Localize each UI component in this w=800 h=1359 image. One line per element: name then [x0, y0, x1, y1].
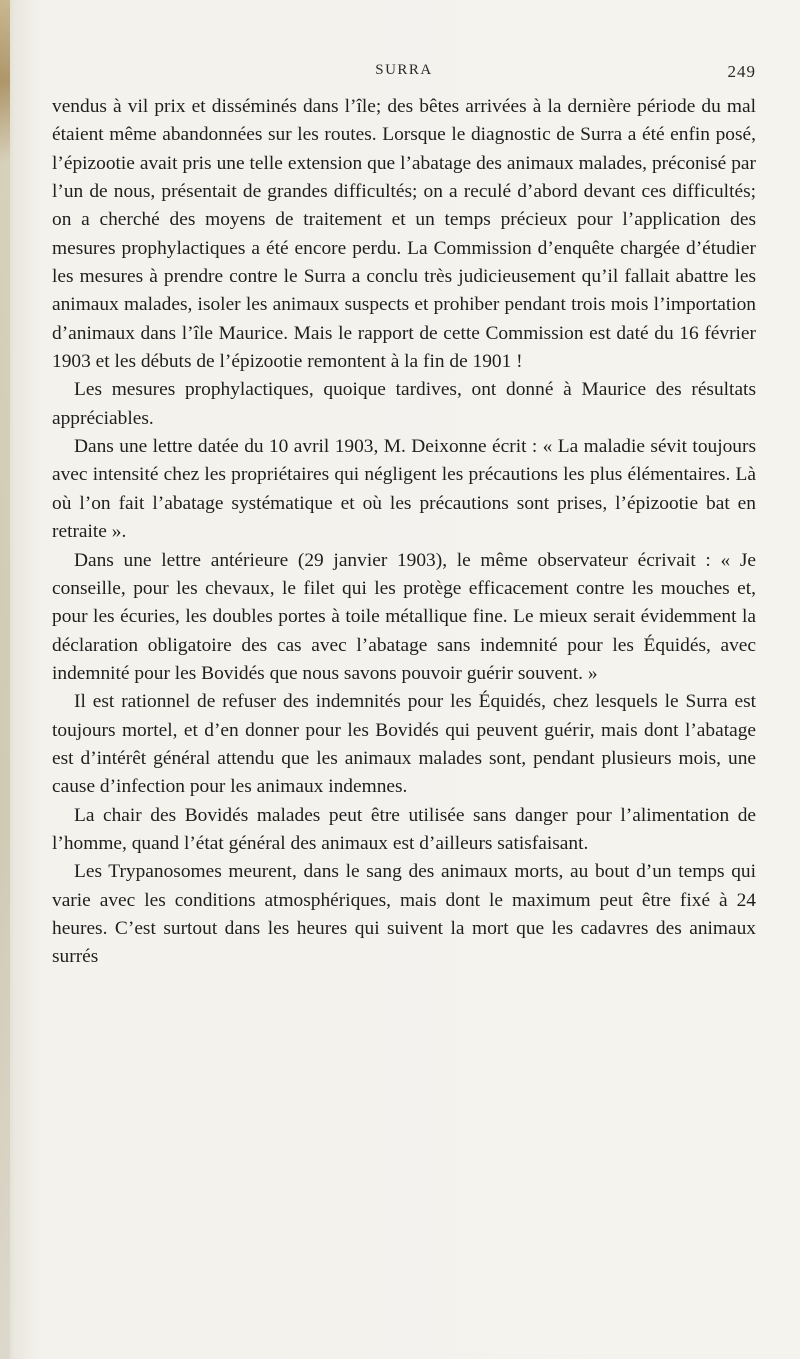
page-binding-edge [0, 0, 10, 1359]
paragraph-continuation: vendus à vil prix et disséminés dans l’île; des bêtes arrivées à la dernière période du mal étaient même abandonnées sur les routes. Lorsque le diagnostic de Surra a été enfin posé, l’épizootie avait pris une telle extension que l’abatage des animaux malades, préconisé par l’un de nous, présentait de grandes difficultés; on a reculé d’abord devant ces difficultés; on a cherché des moyens de traitement et un temps précieux pour l’application des mesures prophylactiques a été encore perdu. La Commission d’enquête chargée d’étudier les mesures à prendre contre le Surra a conclu très judicieusement qu’il fallait abattre les animaux malades, isoler les animaux suspects et prohiber pendant trois mois l’importation d’animaux dans l’île Maurice. Mais le rapport de cette Commission est daté du 16 février 1903 et les débuts de l’épizootie remontent à la fin de 1901 ! [52, 96, 756, 373]
paragraph-indemnities: Il est rationnel de refuser des indemnités pour les Équidés, chez lesquels le Surra est toujours mortel, et d’en donner pour les Bovidés qui peuvent guérir, mais dont l’abatage est d’intérêt général attendu que les animaux malades sont, pendant plusieurs mois, une cause d’infection pour les animaux indemnes. [52, 691, 756, 798]
running-title: SURRA [375, 62, 433, 78]
body-text [52, 93, 756, 972]
paragraph-earlier-letter: Dans une lettre antérieure (29 janvier 1903), le même observateur écrivait : « Je conseille, pour les chevaux, le filet qui les protège efficacement contre les mouches et, pour les écuries, les doubles portes à toile métallique fine. Le mieux serait évidemment la déclaration obligatoire des cas avec l’abatage sans indemnité pour les Équidés, avec indemnité pour les Bovidés que nous savons pouvoir guérir souvent. » [52, 549, 756, 684]
paragraph-trypanosomes: Les Trypanosomes meurent, dans le sang des animaux morts, au bout d’un temps qui varie avec les conditions atmosphériques, mais dont le maximum peut être fixé à 24 heures. C’est surtout dans les heures qui suivent la mort que les cadavres des animaux surrés [52, 861, 756, 968]
paragraph-prophylaxis-results: Les mesures prophylactiques, quoique tardives, ont donné à Maurice des résultats appréciables. [52, 379, 756, 429]
paragraph-bovid-meat: La chair des Bovidés malades peut être utilisée sans danger pour l’alimentation de l’homme, quand l’état général des animaux est d’ailleurs satisfaisant. [52, 804, 756, 854]
paragraph-deixonne-letter: Dans une lettre datée du 10 avril 1903, M. Deixonne écrit : « La maladie sévit toujours avec intensité chez les propriétaires qui négligent les précautions les plus élémentaires. Là où l’on fait l’abatage systématique et où les précautions sont prises, l’épizootie bat en retraite ». [52, 436, 756, 543]
page-number: 249 [727, 62, 756, 81]
page-header [52, 62, 756, 88]
